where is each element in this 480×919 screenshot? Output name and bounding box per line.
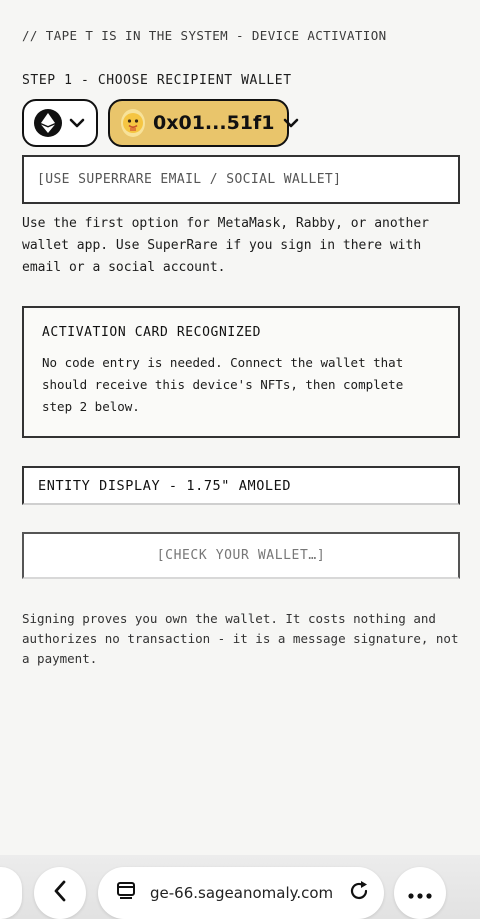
chain-select-button[interactable] xyxy=(22,99,98,147)
chevron-down-icon xyxy=(283,114,299,132)
check-wallet-button[interactable]: [CHECK YOUR WALLET…] xyxy=(22,532,460,579)
activation-notice-card xyxy=(22,306,460,438)
tab-overview-icon[interactable] xyxy=(116,881,136,905)
wallet-address: 0x01...51f1 xyxy=(153,112,275,134)
superrare-wallet-button[interactable]: [USE SUPERRARE EMAIL / SOCIAL WALLET] xyxy=(22,155,460,204)
url-text: ge-66.sageanomaly.com xyxy=(150,884,334,902)
back-arrow-icon xyxy=(53,880,67,906)
signing-disclaimer: Signing proves you own the wallet. It costs nothing and authorizes no transaction - it is a message signature, not a payment. xyxy=(22,611,459,666)
wallet-avatar xyxy=(121,109,145,137)
back-button[interactable] xyxy=(34,867,86,919)
address-bar[interactable] xyxy=(98,867,384,919)
reload-icon[interactable] xyxy=(348,880,370,906)
entity-display-label: ENTITY DISPLAY - 1.75" AMOLED xyxy=(22,466,460,505)
wallet-account-button[interactable] xyxy=(108,99,289,147)
helper-text: Use the first option for MetaMask, Rabby, or another wallet app. Use SuperRare if you sign in there with email or a social account. xyxy=(22,216,429,275)
more-dots-icon xyxy=(408,884,432,903)
ethereum-icon xyxy=(34,109,62,137)
notice-title: ACTIVATION CARD RECOGNIZED xyxy=(42,325,262,340)
notice-body: No code entry is needed. Connect the wallet that should receive this device's NFTs, then complete step 2 below. xyxy=(42,355,404,414)
chevron-down-icon xyxy=(68,114,86,132)
breadcrumb: // TAPE T IS IN THE SYSTEM - DEVICE ACTIVATION xyxy=(22,28,387,43)
step-title: STEP 1 - CHOOSE RECIPIENT WALLET xyxy=(22,73,292,88)
more-options-button[interactable] xyxy=(394,867,446,919)
